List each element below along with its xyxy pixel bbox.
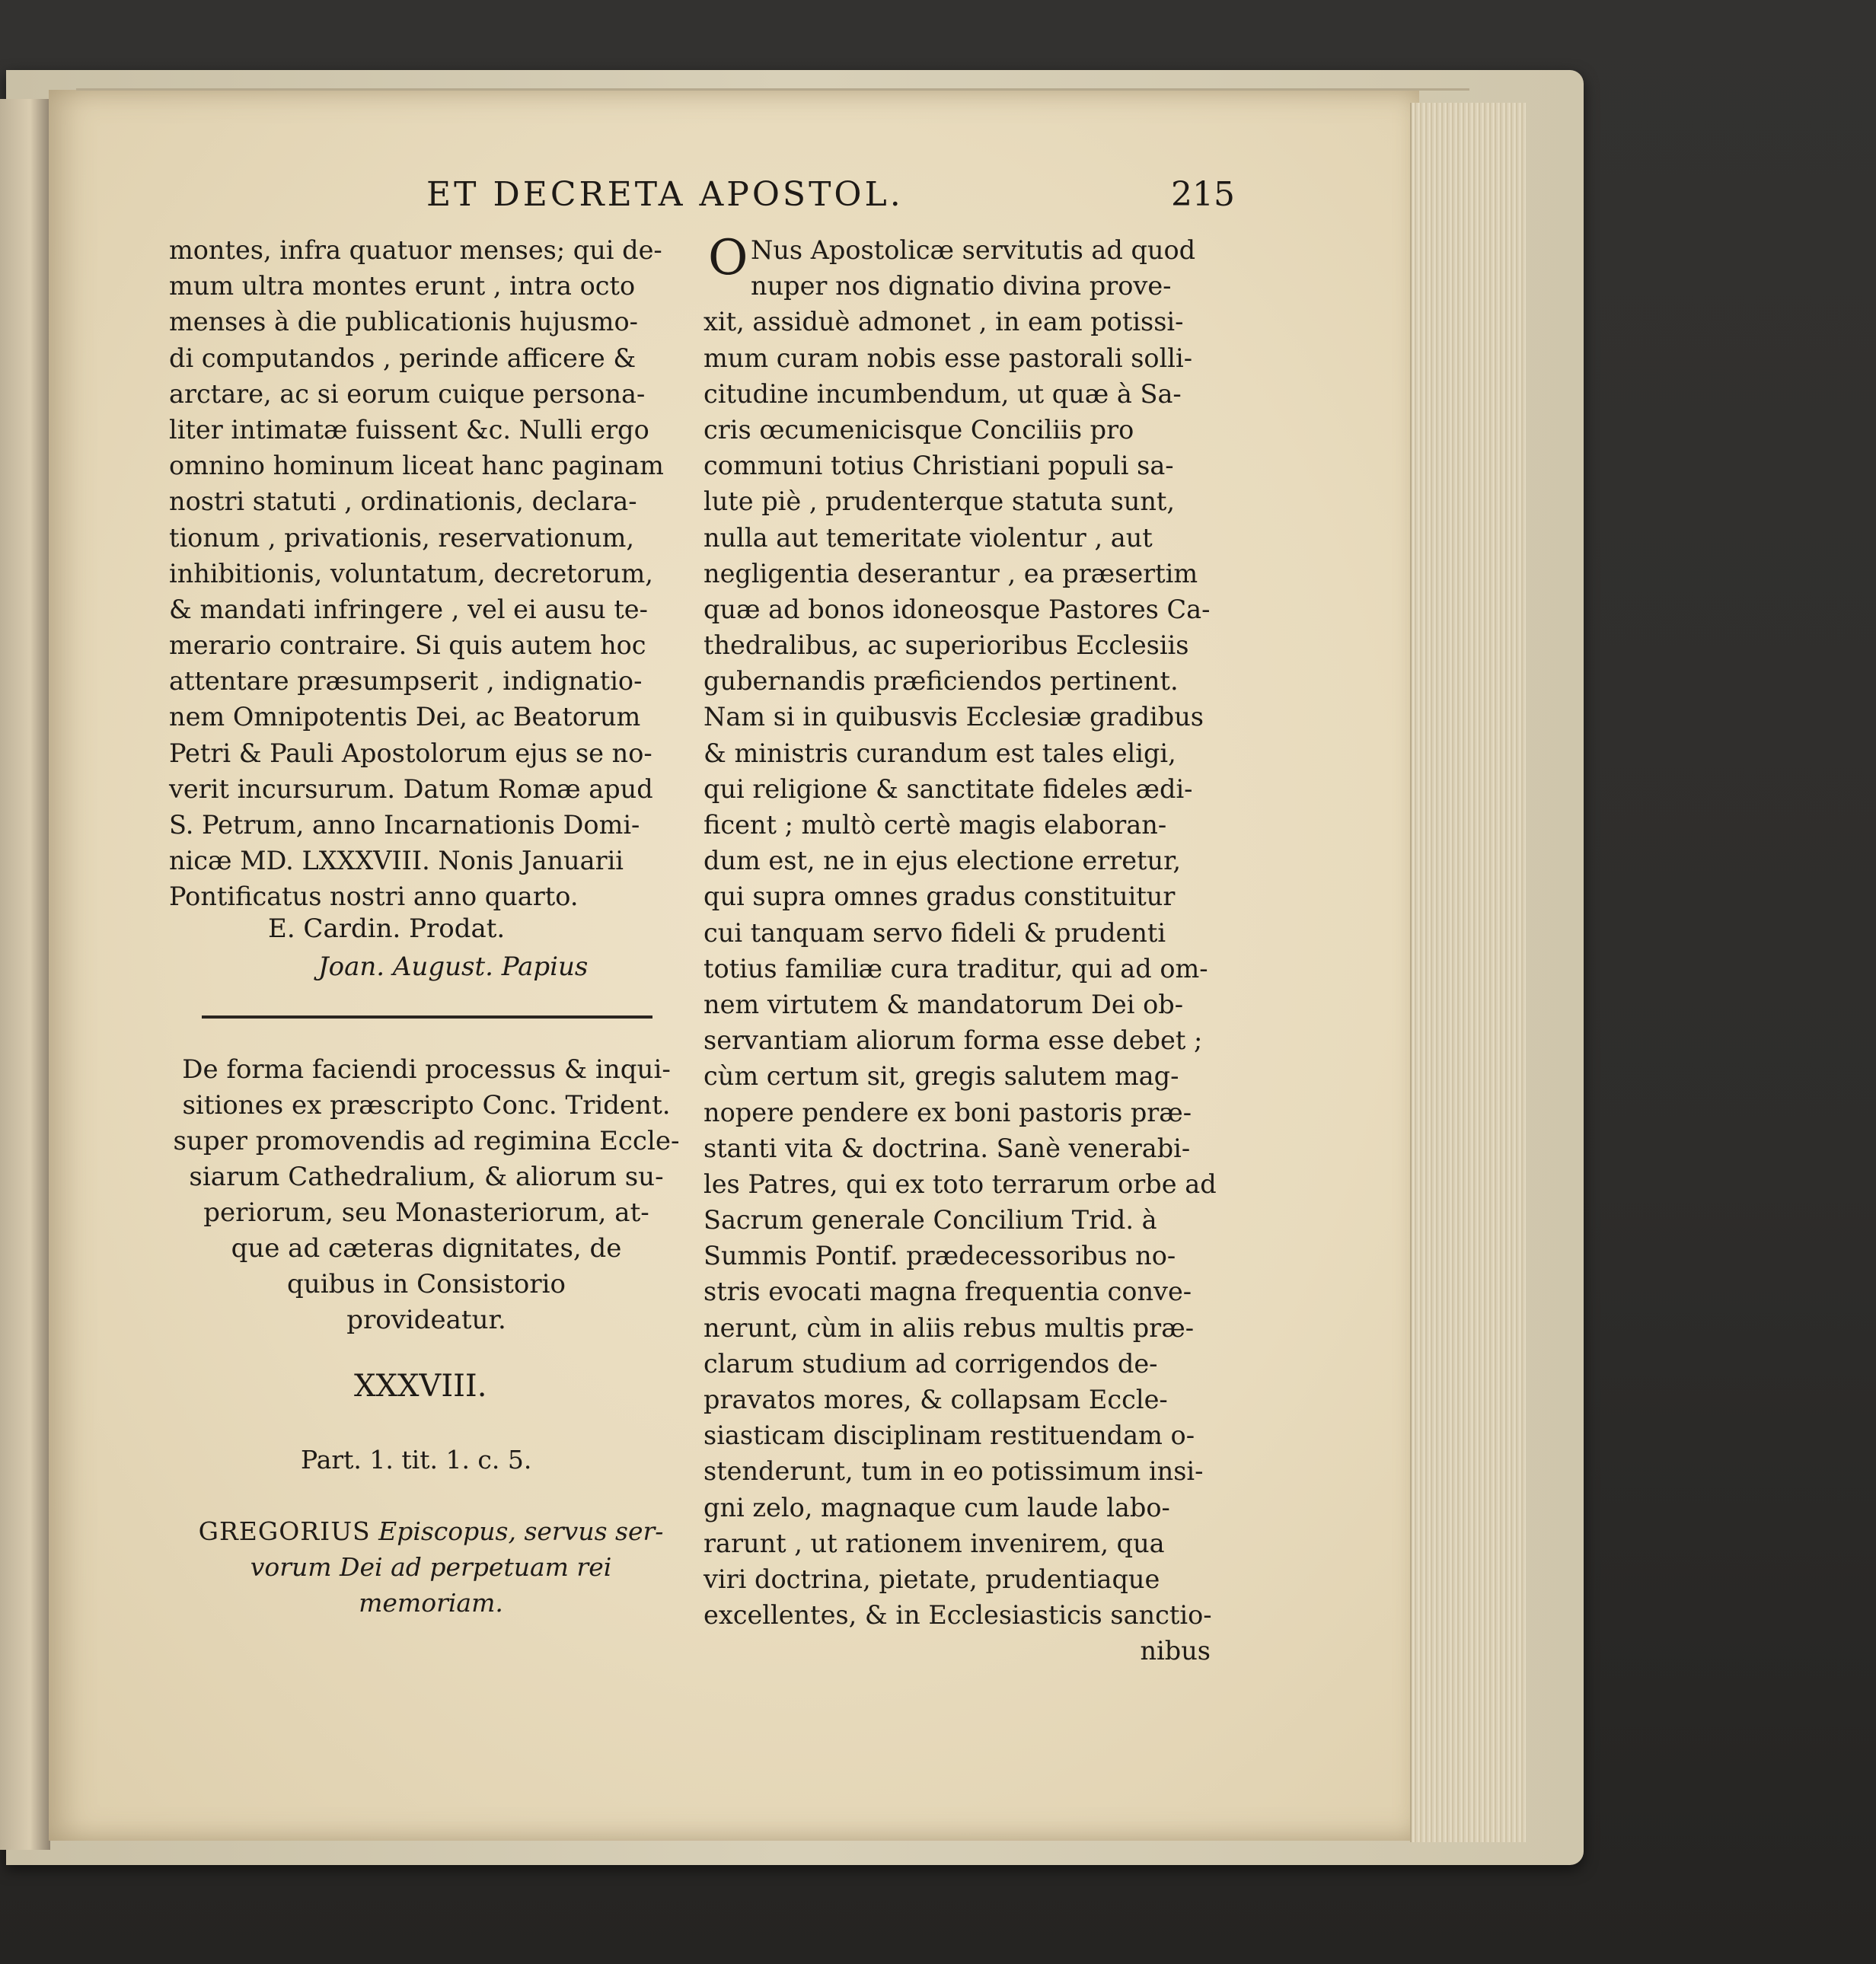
text-line: montes, infra quatuor menses; qui de-: [169, 235, 662, 265]
page-number: 215: [1171, 175, 1235, 214]
signature-line-1: E. Cardin. Prodat.: [268, 913, 506, 944]
title-line: quibus in Consistorio: [287, 1269, 566, 1299]
text-line: Summis Pontif. prædecessoribus no-: [704, 1241, 1176, 1271]
text-line: clarum studium ad corrigendos de-: [704, 1348, 1158, 1379]
text-line: Petri & Pauli Apostolorum ejus se no-: [169, 738, 652, 768]
title-line: provideatur.: [346, 1305, 506, 1335]
text-line: arctare, ac si eorum cuique persona-: [169, 378, 646, 409]
text-line: siasticam disciplinam restituendam o-: [704, 1420, 1195, 1451]
text-line: Nus Apostolicæ servitutis ad quod: [751, 235, 1196, 265]
text-line: communi totius Christiani populi sa-: [704, 451, 1174, 481]
text-line: lute piè , prudenterque statuta sunt,: [704, 486, 1176, 517]
title-line: siarum Cathedralium, & aliorum su-: [189, 1162, 664, 1192]
text-line: mum curam nobis esse pastorali solli-: [704, 343, 1193, 373]
greeting-line-1: [180, 1513, 682, 1549]
text-line: nicæ MD. LXXXVIII. Nonis Januarii: [169, 846, 624, 876]
title-line: sitiones ex præscripto Conc. Trident.: [182, 1090, 671, 1121]
text-line: rarunt , ut rationem invenirem, qua: [704, 1528, 1165, 1558]
text-line: les Patres, qui ex toto terrarum orbe ad: [704, 1169, 1217, 1199]
signature-line-2: Joan. August. Papius: [318, 952, 589, 982]
pope-name: GREGORIUS: [198, 1516, 371, 1546]
text-line: nostri statuti , ordinationis, declara-: [169, 486, 637, 517]
text-line: pravatos mores, & collapsam Eccle-: [704, 1385, 1168, 1414]
text-line: stanti vita & doctrina. Sanè venerabi-: [704, 1133, 1191, 1163]
page-block-edges: [1410, 103, 1526, 1842]
text-line: nopere pendere ex boni pastoris præ-: [704, 1097, 1192, 1127]
text-line: citudine incumbendum, ut quæ à Sa-: [704, 378, 1182, 409]
text-line: servantiam aliorum forma esse debet ;: [704, 1025, 1203, 1056]
text-line: quæ ad bonos idoneosque Pastores Ca-: [704, 594, 1211, 624]
text-line: totius familiæ cura traditur, qui ad om-: [704, 953, 1208, 984]
text-line: gni zelo, magnaque cum laude labo-: [704, 1492, 1170, 1522]
right-column: [704, 232, 1229, 1669]
title-line: super promovendis ad regimina Eccle-: [173, 1126, 680, 1156]
text-line: nem virtutem & mandatorum Dei ob-: [704, 989, 1184, 1019]
title-line: periorum, seu Monasteriorum, at-: [203, 1197, 649, 1228]
text-line: attentare præsumpserit , indignatio-: [169, 666, 643, 697]
text-line: nibus: [1140, 1636, 1211, 1666]
text-line: merario contraire. Si quis autem hoc: [169, 630, 646, 661]
greeting-line-3: memoriam.: [359, 1588, 503, 1618]
text-line: gubernandis præficiendos pertinent.: [704, 666, 1179, 697]
text-line: mum ultra montes erunt , intra octo: [169, 271, 636, 301]
drop-cap: O: [708, 230, 748, 286]
facing-page-edge: [0, 99, 50, 1850]
text-line: stris evocati magna frequentia conve-: [704, 1277, 1192, 1307]
section-divider-rule: [202, 1015, 652, 1019]
text-line: & ministris curandum est tales eligi,: [704, 738, 1176, 768]
page-top-edge: [76, 88, 1469, 91]
text-line: di computandos , perinde afficere &: [169, 343, 636, 373]
text-line: Pontificatus nostri anno quarto.: [169, 882, 579, 912]
part-reference: Part. 1. tit. 1. c. 5.: [301, 1445, 532, 1475]
text-line: S. Petrum, anno Incarnationis Domi-: [169, 810, 640, 840]
running-head: ET DECRETA APOSTOL.: [426, 175, 904, 214]
title-line: que ad cæteras dignitates, de: [231, 1233, 622, 1264]
greeting-line-2: vorum Dei ad perpetuam rei: [250, 1552, 612, 1582]
text-line: qui religione & sanctitate fideles ædi-: [704, 773, 1193, 804]
text-line: omnino hominum liceat hanc paginam: [169, 451, 664, 481]
section-number: XXXVIII.: [354, 1369, 487, 1404]
text-line: Nam si in quibusvis Ecclesiæ gradibus: [704, 702, 1204, 732]
greeting-block: [180, 1513, 682, 1621]
text-line: nerunt, cùm in aliis rebus multis præ-: [704, 1312, 1195, 1343]
text-line: & mandati infringere , vel ei ausu te-: [169, 594, 648, 624]
text-line: nem Omnipotentis Dei, ac Beatorum: [169, 702, 641, 732]
text-line: verit incursurum. Datum Romæ apud: [169, 773, 653, 804]
text-line: Sacrum generale Concilium Trid. à: [704, 1205, 1157, 1235]
text-line: cris œcumenicisque Conciliis pro: [704, 414, 1134, 445]
text-line: dum est, ne in ejus electione erretur,: [704, 846, 1182, 876]
text-line: qui supra omnes gradus constituitur: [704, 882, 1176, 912]
text-line: thedralibus, ac superioribus Ecclesiis: [704, 630, 1189, 661]
title-line: De forma faciendi processus & inqui-: [182, 1054, 671, 1085]
text-line: nulla aut temeritate violentur , aut: [704, 522, 1153, 553]
text-line: excellentes, & in Ecclesiasticis sanctio-: [704, 1600, 1212, 1631]
text-line: inhibitionis, voluntatum, decretorum,: [169, 558, 653, 588]
text-line: menses à die publicationis hujusmo-: [169, 307, 638, 337]
text-line: stenderunt, tum in eo potissimum insi-: [704, 1456, 1204, 1487]
text-line: viri doctrina, pietate, prudentiaque: [704, 1564, 1160, 1594]
text-line: cùm certum sit, gregis salutem mag-: [704, 1061, 1179, 1092]
text-line: ficent ; multò certè magis elaboran-: [704, 810, 1167, 840]
text-line: xit, assiduè admonet , in eam potissi-: [704, 307, 1184, 337]
left-column: [169, 232, 679, 915]
section-title: [171, 1052, 681, 1338]
text-line: cui tanquam servo fideli & prudenti: [704, 917, 1166, 948]
text-line: tionum , privationis, reservationum,: [169, 522, 635, 553]
text-line: nuper nos dignatio divina prove-: [751, 271, 1172, 301]
text-line: negligentia deserantur , ea præsertim: [704, 558, 1198, 588]
greeting-line-1-rest: Episcopus, servus ser-: [370, 1516, 664, 1546]
text-line: liter intimatæ fuissent &c. Nulli ergo: [169, 414, 649, 445]
